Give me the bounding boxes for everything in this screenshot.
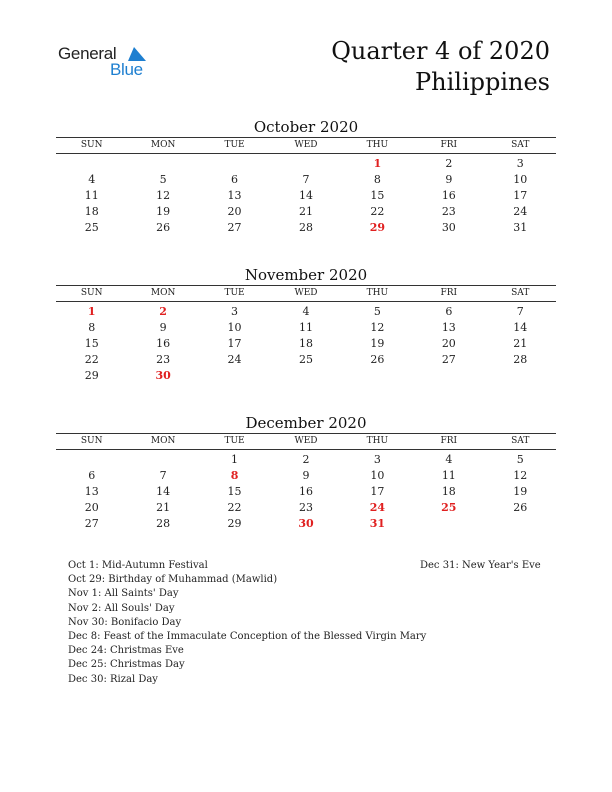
day-cell: 26: [156, 221, 171, 234]
day-cell: 8: [373, 173, 381, 186]
day-cell: 6: [231, 173, 239, 186]
empty-cell: [56, 156, 127, 172]
weekday-sun: SUN: [80, 436, 103, 446]
weekday-tue: TUE: [224, 436, 245, 446]
day-cell: 6: [445, 305, 453, 318]
weeks: [56, 154, 556, 236]
empty-cell: [199, 368, 270, 384]
day-cell: 10: [227, 321, 242, 334]
day-cell: 8: [88, 321, 96, 334]
holiday-item: Dec 8: Feast of the Immaculate Conception of the Blessed Virgin Mary: [68, 631, 427, 643]
day-cell: 12: [156, 189, 171, 202]
day-cell: 22: [227, 501, 242, 514]
weekday-header: [56, 138, 556, 154]
week-row: [56, 336, 556, 352]
weekday-header: [56, 434, 556, 450]
day-cell: 2: [159, 305, 167, 318]
day-cell: 30: [298, 517, 314, 530]
weeks: [56, 302, 556, 384]
day-cell: 5: [159, 173, 167, 186]
day-cell: 16: [156, 337, 171, 350]
day-cell: 15: [84, 337, 99, 350]
month-title: December 2020: [245, 414, 367, 432]
day-cell: 21: [513, 337, 528, 350]
empty-cell: [199, 156, 270, 172]
week-row: [56, 156, 556, 172]
calendar-grid: [56, 285, 556, 384]
day-cell: 7: [159, 469, 167, 482]
day-cell: 3: [231, 305, 239, 318]
week-row: [56, 220, 556, 236]
holiday-item: Nov 2: All Souls' Day: [68, 602, 175, 614]
holiday-item: Dec 31: New Year's Eve: [420, 560, 541, 571]
weekday-tue: TUE: [224, 140, 245, 150]
day-cell: 5: [373, 305, 381, 318]
calendar-grid: [56, 137, 556, 236]
day-cell: 4: [88, 173, 96, 186]
day-cell: 30: [155, 369, 171, 382]
day-cell: 29: [84, 369, 99, 382]
week-row: [56, 452, 556, 468]
day-cell: 27: [84, 517, 99, 530]
weekday-sun: SUN: [80, 140, 103, 150]
day-cell: 11: [84, 189, 99, 202]
logo-triangle-icon: [128, 47, 146, 61]
day-cell: 3: [373, 453, 381, 466]
weekday-fri: FRI: [440, 436, 458, 446]
day-cell: 30: [441, 221, 456, 234]
day-cell: 15: [370, 189, 385, 202]
week-row: [56, 172, 556, 188]
day-cell: 19: [156, 205, 171, 218]
day-cell: 19: [513, 485, 528, 498]
day-cell: 25: [298, 353, 313, 366]
day-cell: 22: [370, 205, 385, 218]
day-cell: 13: [441, 321, 456, 334]
empty-cell: [342, 368, 413, 384]
day-cell: 18: [84, 205, 99, 218]
day-cell: 27: [227, 221, 242, 234]
day-cell: 17: [370, 485, 385, 498]
week-row: [56, 204, 556, 220]
day-cell: 3: [516, 157, 524, 170]
empty-cell: [270, 368, 341, 384]
day-cell: 26: [370, 353, 385, 366]
weekday-sat: SAT: [511, 436, 530, 446]
day-cell: 4: [445, 453, 453, 466]
day-cell: 11: [441, 469, 456, 482]
holiday-list-right: [420, 559, 541, 573]
day-cell: 28: [156, 517, 171, 530]
weekday-sat: SAT: [511, 140, 530, 150]
day-cell: 12: [513, 469, 528, 482]
empty-cell: [56, 452, 127, 468]
day-cell: 13: [227, 189, 242, 202]
day-cell: 13: [84, 485, 99, 498]
day-cell: 1: [231, 453, 239, 466]
empty-cell: [270, 156, 341, 172]
day-cell: 25: [84, 221, 99, 234]
day-cell: 15: [227, 485, 242, 498]
holiday-item: Nov 30: Bonifacio Day: [68, 616, 182, 628]
week-row: [56, 468, 556, 484]
day-cell: 18: [441, 485, 456, 498]
holiday-item: Oct 1: Mid-Autumn Festival: [68, 560, 208, 571]
week-row: [56, 484, 556, 500]
weekday-fri: FRI: [440, 288, 458, 298]
holiday-item: Oct 29: Birthday of Muhammad (Mawlid): [68, 574, 278, 586]
empty-cell: [127, 156, 198, 172]
weekday-sun: SUN: [80, 288, 103, 298]
weekday-thu: THU: [366, 288, 389, 298]
weekday-wed: WED: [294, 436, 318, 446]
day-cell: 25: [441, 501, 457, 514]
weekday-tue: TUE: [224, 288, 245, 298]
day-cell: 20: [441, 337, 456, 350]
day-cell: 28: [513, 353, 528, 366]
day-cell: 1: [373, 157, 382, 170]
weekday-mon: MON: [150, 436, 176, 446]
holiday-item: Nov 1: All Saints' Day: [68, 588, 179, 600]
day-cell: 7: [302, 173, 310, 186]
weekday-wed: WED: [294, 288, 318, 298]
day-cell: 12: [370, 321, 385, 334]
day-cell: 9: [159, 321, 167, 334]
holiday-list: [68, 559, 426, 687]
day-cell: 23: [298, 501, 313, 514]
weeks: [56, 450, 556, 532]
day-cell: 17: [227, 337, 242, 350]
day-cell: 16: [298, 485, 313, 498]
day-cell: 10: [513, 173, 528, 186]
week-row: [56, 304, 556, 320]
weekday-fri: FRI: [440, 140, 458, 150]
day-cell: 6: [88, 469, 96, 482]
weekday-thu: THU: [366, 436, 389, 446]
day-cell: 17: [513, 189, 528, 202]
week-row: [56, 188, 556, 204]
holiday-item: Dec 25: Christmas Day: [68, 659, 185, 671]
week-row: [56, 516, 556, 532]
day-cell: 21: [156, 501, 171, 514]
day-cell: 24: [369, 501, 386, 514]
day-cell: 9: [445, 173, 453, 186]
day-cell: 8: [230, 469, 239, 482]
day-cell: 29: [227, 517, 242, 530]
month-december: [56, 413, 556, 532]
month-november: [56, 265, 556, 384]
day-cell: 28: [298, 221, 313, 234]
logo-general-text: General: [58, 44, 117, 63]
title-quarter: Quarter 4 of 2020: [331, 37, 550, 65]
day-cell: 4: [302, 305, 310, 318]
generalblue-logo: [58, 44, 158, 84]
week-row: [56, 352, 556, 368]
day-cell: 29: [369, 221, 386, 234]
day-cell: 26: [513, 501, 528, 514]
day-cell: 19: [370, 337, 385, 350]
weekday-header: [56, 286, 556, 302]
day-cell: 5: [516, 453, 524, 466]
day-cell: 16: [441, 189, 456, 202]
empty-cell: [127, 452, 198, 468]
month-title: November 2020: [244, 266, 368, 284]
week-row: [56, 320, 556, 336]
day-cell: 31: [369, 517, 386, 530]
day-cell: 20: [84, 501, 99, 514]
day-cell: 9: [302, 469, 310, 482]
week-row: [56, 500, 556, 516]
weekday-wed: WED: [294, 140, 318, 150]
empty-cell: [413, 368, 484, 384]
weekday-mon: MON: [150, 288, 176, 298]
week-row: [56, 368, 556, 384]
day-cell: 14: [156, 485, 171, 498]
title-country: Philippines: [414, 68, 550, 96]
day-cell: 31: [513, 221, 528, 234]
day-cell: 20: [227, 205, 242, 218]
day-cell: 23: [441, 205, 456, 218]
calendar-grid: [56, 433, 556, 532]
day-cell: 10: [370, 469, 385, 482]
empty-cell: [485, 368, 556, 384]
day-cell: 1: [87, 305, 96, 318]
holiday-item: Dec 30: Rizal Day: [68, 673, 158, 685]
day-cell: 14: [298, 189, 313, 202]
day-cell: 22: [84, 353, 99, 366]
day-cell: 27: [441, 353, 456, 366]
empty-cell: [413, 516, 484, 532]
day-cell: 11: [298, 321, 313, 334]
month-october: [56, 117, 556, 236]
month-title: October 2020: [253, 118, 359, 136]
day-cell: 24: [513, 205, 528, 218]
day-cell: 24: [227, 353, 242, 366]
weekday-mon: MON: [150, 140, 176, 150]
day-cell: 2: [302, 453, 310, 466]
day-cell: 2: [445, 157, 453, 170]
day-cell: 18: [298, 337, 313, 350]
day-cell: 21: [298, 205, 313, 218]
empty-cell: [485, 516, 556, 532]
holiday-item: Dec 24: Christmas Eve: [68, 645, 184, 657]
day-cell: 7: [516, 305, 524, 318]
page-title: [331, 36, 550, 98]
weekday-thu: THU: [366, 140, 389, 150]
weekday-sat: SAT: [511, 288, 530, 298]
logo-blue-text: Blue: [110, 60, 143, 79]
day-cell: 14: [513, 321, 528, 334]
day-cell: 23: [156, 353, 171, 366]
